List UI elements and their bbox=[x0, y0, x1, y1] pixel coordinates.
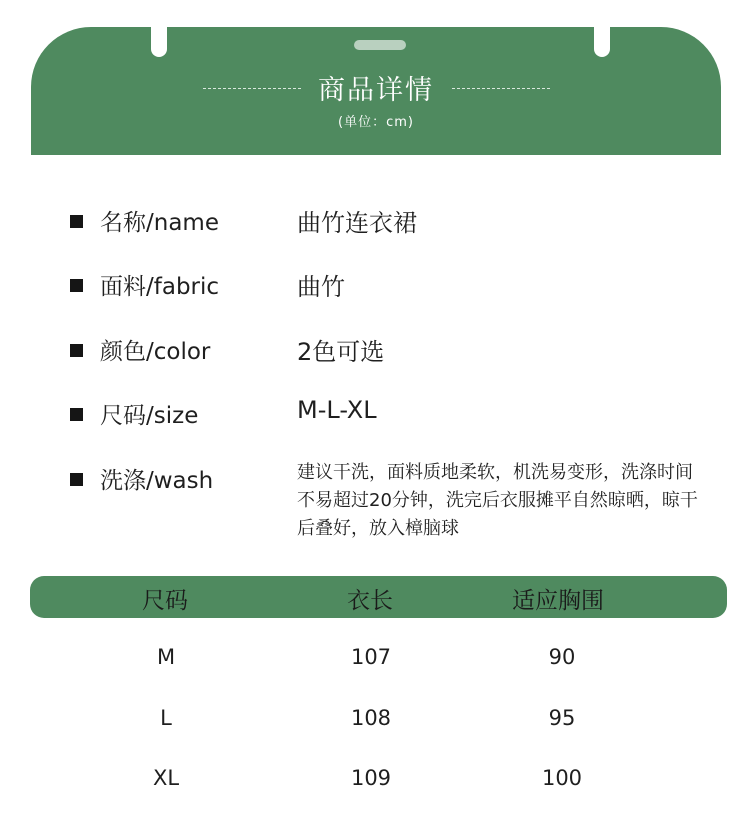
detail-value: 2色可选 bbox=[297, 338, 385, 366]
unit-note: (单位：cm) bbox=[338, 115, 414, 130]
detail-label: 尺码/size bbox=[100, 403, 199, 429]
bust-cell: 100 bbox=[541, 766, 583, 790]
wash-instructions: 建议干洗，面料质地柔软，机洗易变形，洗涤时间不易超过20分钟，洗完后衣服摊平自然晾晒，晾干后叠好，放入樟脑球 bbox=[297, 462, 698, 539]
table-row bbox=[0, 766, 750, 806]
size-cell: XL bbox=[152, 766, 180, 790]
page-title: 商品详情 bbox=[318, 75, 434, 106]
length-cell: 107 bbox=[350, 645, 392, 669]
square-bullet-icon bbox=[70, 408, 83, 421]
size-table-header bbox=[30, 576, 727, 618]
detail-label: 颜色/color bbox=[100, 339, 211, 365]
size-cell: M bbox=[156, 645, 176, 669]
square-bullet-icon bbox=[70, 473, 83, 486]
length-cell: 108 bbox=[350, 706, 392, 730]
header-length: 衣长 bbox=[347, 588, 393, 614]
length-cell: 109 bbox=[350, 766, 392, 790]
detail-value: 曲竹 bbox=[297, 273, 345, 301]
table-row bbox=[0, 645, 750, 685]
detail-value: 曲竹连衣裙 bbox=[297, 209, 417, 237]
square-bullet-icon bbox=[70, 215, 83, 228]
bust-cell: 90 bbox=[548, 645, 576, 669]
header-bust: 适应胸围 bbox=[512, 588, 604, 614]
square-bullet-icon bbox=[70, 344, 83, 357]
detail-value: M-L-XL bbox=[297, 396, 377, 424]
detail-label: 名称/name bbox=[100, 210, 219, 236]
header-size: 尺码 bbox=[142, 588, 188, 614]
size-cell: L bbox=[160, 706, 172, 730]
square-bullet-icon bbox=[70, 279, 83, 292]
bust-cell: 95 bbox=[548, 706, 576, 730]
table-row bbox=[0, 706, 750, 746]
detail-label: 面料/fabric bbox=[100, 274, 220, 300]
detail-label: 洗涤/wash bbox=[100, 468, 214, 494]
